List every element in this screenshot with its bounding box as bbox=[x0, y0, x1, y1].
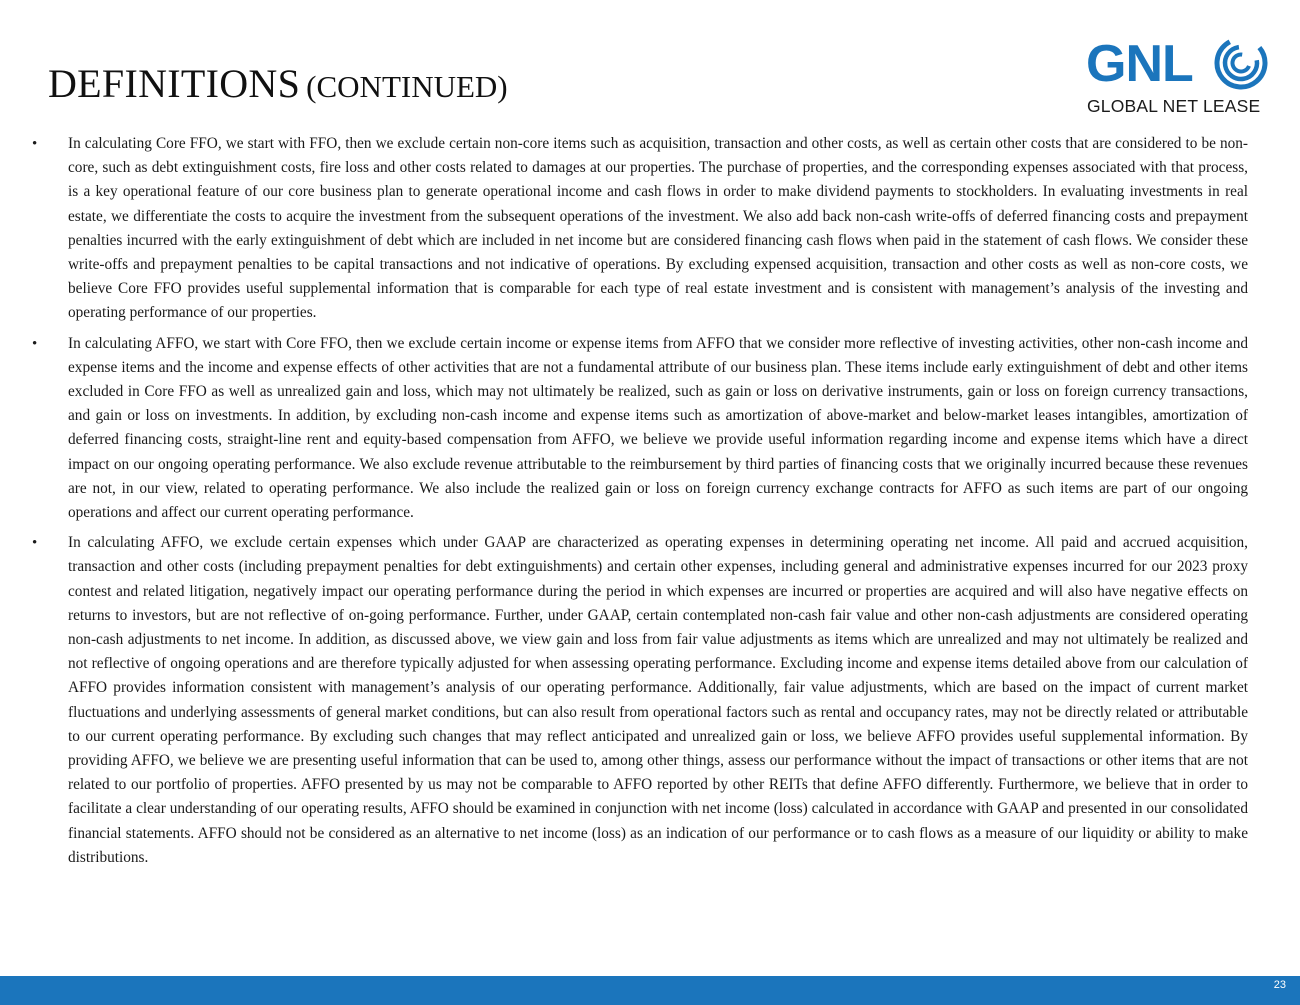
page-title bbox=[48, 60, 508, 107]
swirl-logo-icon bbox=[1214, 36, 1268, 90]
page-title-sub: (CONTINUED) bbox=[306, 69, 508, 104]
logo-subtitle: GLOBAL NET LEASE bbox=[1087, 96, 1261, 116]
definition-text: In calculating AFFO, we exclude certain expenses which under GAAP are characterized as operating expenses in determining operating net income. All paid and accrued acquisition, transaction and other costs (including prepayment penalties for debt extinguishments) and certain other expenses, including general and administrative expenses incurred for our 2023 proxy contest and related litigation, negatively impact our operating performance during the period in which expenses are incurred or properties are acquired and will also have negative effects on returns to investors, but are not reflective of on-going performance. Further, under GAAP, certain contemplated non-cash fair value and other non-cash adjustments are considered operating non-cash adjustments to net income. In addition, as discussed above, we view gain and loss from fair value adjustments as items which are unrealized and may not ultimately be realized and not reflective of ongoing operations and are therefore typically adjusted for when assessing operating performance. Excluding income and expense items detailed above from our calculation of AFFO provides information consistent with management’s analysis of our operating performance. Additionally, fair value adjustments, which are based on the impact of current market fluctuations and underlying assessments of general market conditions, but can also result from operational factors such as rental and occupancy rates, may not be directly related or attributable to our current operating performance. By excluding such changes that may reflect anticipated and unrealized gain or loss, we believe AFFO provides useful supplemental information. By providing AFFO, we believe we are presenting useful information that can be used to, among other things, assess our performance without the impact of transactions or other items that are not related to our portfolio of properties. AFFO presented by us may not be comparable to AFFO reported by other REITs that define AFFO differently. Furthermore, we believe that in order to facilitate a clear understanding of our operating results, AFFO should be examined in conjunction with net income (loss) calculated in accordance with GAAP and presented in our consolidated financial statements. AFFO should not be considered as an alternative to net income (loss) as an indication of our performance or to cash flows as a measure of our liquidity or ability to make distributions. bbox=[68, 534, 1248, 866]
bullet-marker: • bbox=[32, 335, 38, 352]
bullet-marker: • bbox=[32, 535, 38, 552]
logo-letters: GNL bbox=[1086, 35, 1193, 93]
definition-item-affo bbox=[32, 332, 1248, 526]
definition-text: In calculating AFFO, we start with Core FFO, then we exclude certain income or expense items from AFFO that we consider more reflective of investing activities, other non-cash income and expense items and the income and expense effects of other activities that are not a fundamental attribute of our business plan. These items include early extinguishment of debt and other items excluded in Core FFO as well as unrealized gain and loss, which may not ultimately be realized, such as gain or loss on derivative instruments, gain or loss on foreign currency transactions, and gain or loss on investments. In addition, by excluding non-cash income and expense items such as amortization of above-market and below-market leases intangibles, amortization of deferred financing costs, straight-line rent and equity-based compensation from AFFO, we believe we provide useful information regarding income and expense items which have a direct impact on our ongoing operating performance. We also exclude revenue attributable to the reimbursement by third parties of financing costs that we originally incurred because these revenues are not, in our view, related to operating performance. We also include the realized gain or loss on foreign currency exchange contracts for AFFO as such items are part of our ongoing operations and affect our current operating performance. bbox=[68, 334, 1248, 522]
definition-item-core-ffo bbox=[32, 132, 1248, 326]
definition-item-affo-expenses bbox=[32, 531, 1248, 870]
page-number: 23 bbox=[1273, 979, 1286, 991]
page-title-main: DEFINITIONS bbox=[48, 61, 301, 106]
definition-text: In calculating Core FFO, we start with FFO, then we exclude certain non-core items such as acquisition, transaction and other costs, as well as certain other costs that are considered to be non-core, such as debt extinguishment costs, fire loss and other costs related to damages at our properties. The purchase of properties, and the corresponding expenses associated with that process, is a key operational feature of our core business plan to generate operational income and cash flows in order to make dividend payments to stockholders. In evaluating investments in real estate, we differentiate the costs to acquire the investment from the subsequent operations of the investment. We also add back non-cash write-offs of deferred financing costs and prepayment penalties incurred with the early extinguishment of debt which are included in net income but are considered financing cash flows when paid in the statement of cash flows. We consider these write-offs and prepayment penalties to be capital transactions and not indicative of operations. By excluding expensed acquisition, transaction and other costs as well as non-core costs, we believe Core FFO provides useful supplemental information that is comparable for each type of real estate investment and is consistent with management’s analysis of the investing and operating performance of our properties. bbox=[68, 135, 1248, 322]
company-logo bbox=[1086, 34, 1270, 120]
footer-bar bbox=[0, 976, 1300, 1005]
bullet-marker: • bbox=[32, 136, 38, 152]
definitions-list bbox=[32, 132, 1248, 876]
